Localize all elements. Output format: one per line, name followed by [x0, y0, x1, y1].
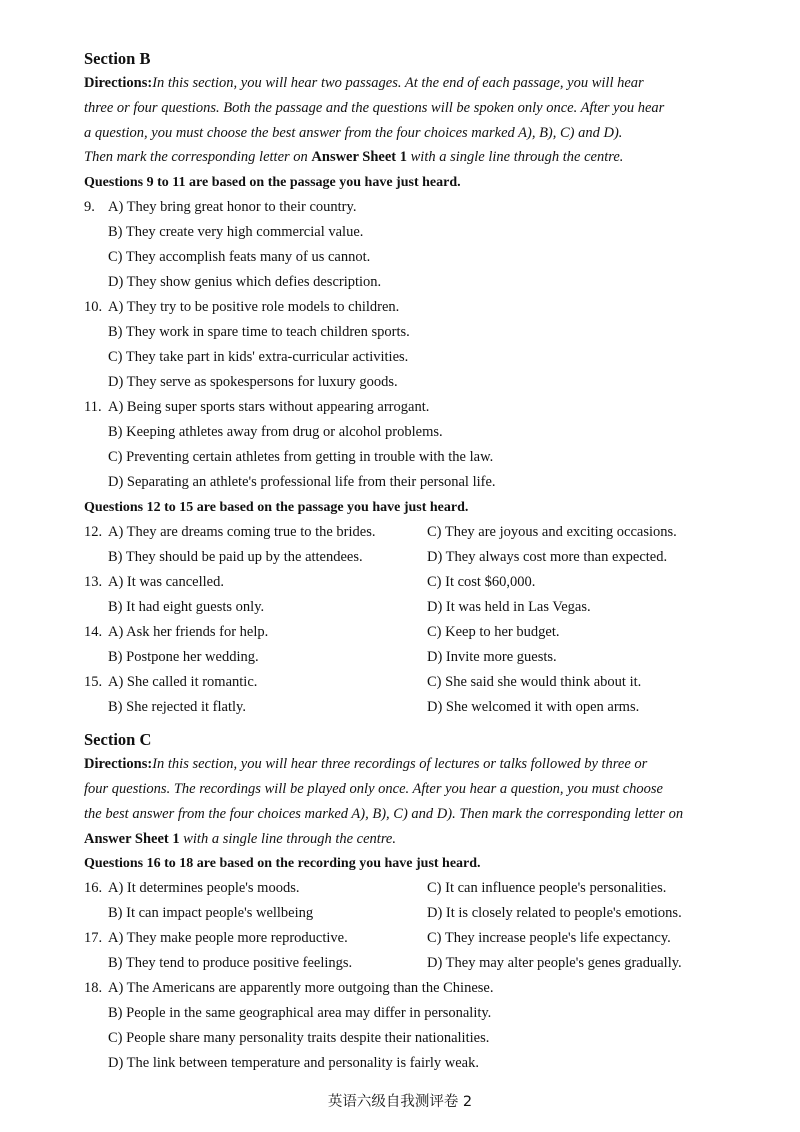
option-a[interactable]: A) It determines people's moods. — [108, 880, 300, 897]
option-b[interactable]: B) They should be paid up by the attendees. — [108, 549, 363, 566]
question-number: 17. — [84, 930, 103, 947]
question-row — [84, 1051, 744, 1076]
option-d[interactable]: D) It is closely related to people's emotions. — [427, 905, 682, 922]
question-row — [84, 320, 744, 345]
question-row — [84, 620, 744, 645]
question-number: 12. — [84, 524, 103, 541]
question-row — [84, 195, 744, 220]
directions-end: with a single line through the centre. — [183, 830, 396, 847]
answer-sheet-ref: Answer Sheet 1 — [311, 149, 407, 166]
directions-label: Directions: — [84, 75, 153, 91]
option-b[interactable]: B) People in the same geographical area may differ in personality. — [108, 1005, 492, 1022]
section-c — [84, 728, 744, 1076]
option-c[interactable]: C) Preventing certain athletes from getting in trouble with the law. — [108, 449, 494, 466]
question-15 — [84, 670, 744, 720]
option-b[interactable]: B) It can impact people's wellbeing — [108, 905, 314, 922]
question-12 — [84, 520, 744, 570]
question-row — [84, 420, 744, 445]
question-row — [84, 570, 744, 595]
question-row — [84, 270, 744, 295]
question-9 — [84, 195, 744, 295]
directions-label: Directions: — [84, 756, 153, 773]
option-d[interactable]: D) They always cost more than expected. — [427, 549, 668, 566]
answer-sheet-ref: Answer Sheet 1 — [84, 830, 180, 847]
option-b[interactable]: B) They create very high commercial value. — [108, 224, 364, 241]
question-row — [84, 345, 744, 370]
question-row — [84, 520, 744, 545]
option-c[interactable]: C) She said she would think about it. — [427, 674, 642, 691]
option-c[interactable]: C) They are joyous and exciting occasions. — [427, 524, 677, 541]
question-row — [84, 876, 744, 901]
option-b[interactable]: B) Keeping athletes away from drug or alcohol problems. — [108, 424, 443, 441]
group-head-9-11: Questions 9 to 11 are based on the passage you have just heard. — [84, 175, 461, 191]
question-row — [84, 245, 744, 270]
option-a[interactable]: A) She called it romantic. — [108, 674, 258, 691]
option-c[interactable]: C) They increase people's life expectancy. — [427, 930, 671, 947]
section-c-directions — [84, 752, 744, 851]
option-d[interactable]: D) It was held in Las Vegas. — [427, 599, 591, 616]
question-number: 15. — [84, 674, 103, 691]
question-row — [84, 1026, 744, 1051]
option-a[interactable]: A) Being super sports stars without appearing arrogant. — [108, 399, 430, 416]
question-number: 18. — [84, 980, 103, 997]
option-c[interactable]: C) They accomplish feats many of us cannot. — [108, 249, 371, 266]
option-c[interactable]: C) It cost $60,000. — [427, 574, 536, 591]
option-d[interactable]: D) They serve as spokespersons for luxury goods. — [108, 374, 398, 391]
option-a[interactable]: A) They try to be positive role models to children. — [108, 299, 400, 316]
section-b-title: Section B — [84, 49, 151, 68]
option-c[interactable]: C) It can influence people's personalities. — [427, 880, 667, 897]
option-b[interactable]: B) Postpone her wedding. — [108, 649, 259, 666]
question-number: 13. — [84, 574, 103, 591]
directions-line-3: a question, you must choose the best answer from the four choices marked A), B), C) and D). — [84, 124, 623, 141]
group-head-12-15: Questions 12 to 15 are based on the passage you have just heard. — [84, 500, 469, 516]
option-d[interactable]: D) They may alter people's genes gradually. — [427, 955, 682, 972]
directions-line-3: the best answer from the four choices marked A), B), C) and D). Then mark the corresponding letter on — [84, 805, 684, 822]
question-row — [84, 695, 744, 720]
directions-line-2: four questions. The recordings will be played only once. After you hear a question, you must choose — [84, 780, 663, 797]
option-d[interactable]: D) The link between temperature and personality is fairly weak. — [108, 1055, 479, 1072]
question-row — [84, 370, 744, 395]
question-10 — [84, 295, 744, 395]
page-footer: 英语六级自我测评卷 2 — [327, 1094, 473, 1110]
question-11 — [84, 395, 744, 495]
question-17 — [84, 926, 744, 976]
option-a[interactable]: A) They are dreams coming true to the brides. — [108, 524, 376, 541]
question-row — [84, 470, 744, 495]
question-row — [84, 295, 744, 320]
question-row — [84, 976, 744, 1001]
option-b[interactable]: B) They work in spare time to teach children sports. — [108, 324, 410, 341]
question-row — [84, 445, 744, 470]
question-row — [84, 395, 744, 420]
question-row — [84, 545, 744, 570]
option-c[interactable]: C) Keep to her budget. — [427, 624, 560, 641]
option-c[interactable]: C) They take part in kids' extra-curricular activities. — [108, 349, 409, 366]
question-row — [84, 220, 744, 245]
group-head-16-18: Questions 16 to 18 are based on the recording you have just heard. — [84, 856, 481, 872]
option-a[interactable]: A) Ask her friends for help. — [108, 624, 269, 641]
question-row — [84, 1001, 744, 1026]
section-c-title: Section C — [84, 730, 152, 750]
option-b[interactable]: B) They tend to produce positive feelings. — [108, 955, 353, 972]
question-row — [84, 670, 744, 695]
question-number: 9. — [84, 199, 95, 216]
option-a[interactable]: A) They make people more reproductive. — [108, 930, 348, 947]
option-b[interactable]: B) It had eight guests only. — [108, 599, 265, 616]
question-number: 16. — [84, 880, 103, 897]
option-a[interactable]: A) It was cancelled. — [108, 574, 224, 591]
option-d[interactable]: D) She welcomed it with open arms. — [427, 699, 640, 716]
question-16 — [84, 876, 744, 926]
option-d[interactable]: D) They show genius which defies description. — [108, 274, 382, 291]
option-a[interactable]: A) They bring great honor to their country. — [108, 199, 357, 216]
option-a[interactable]: A) The Americans are apparently more outgoing than the Chinese. — [108, 980, 494, 997]
directions-line-2: three or four questions. Both the passage and the questions will be spoken only once. After you hear — [84, 99, 665, 116]
option-d[interactable]: D) Invite more guests. — [427, 649, 557, 666]
question-row — [84, 926, 744, 951]
option-c[interactable]: C) People share many personality traits despite their nationalities. — [108, 1030, 490, 1047]
question-13 — [84, 570, 744, 620]
section-b-directions — [84, 71, 744, 170]
question-row — [84, 951, 744, 976]
question-14 — [84, 620, 744, 670]
directions-line-4: Then mark the corresponding letter on — [84, 149, 308, 166]
directions-line-1: In this section, you will hear two passages. At the end of each passage, you will hear — [152, 75, 644, 91]
question-row — [84, 645, 744, 670]
option-b[interactable]: B) She rejected it flatly. — [108, 699, 246, 716]
section-b — [84, 47, 744, 720]
question-number: 10. — [84, 299, 103, 316]
question-number: 11. — [84, 399, 102, 416]
question-number: 14. — [84, 624, 103, 641]
directions-end: with a single line through the centre. — [410, 149, 624, 166]
question-row — [84, 595, 744, 620]
exam-page — [84, 47, 744, 1076]
directions-line-1: In this section, you will hear three recordings of lectures or talks followed by three or — [152, 756, 648, 773]
question-18 — [84, 976, 744, 1076]
option-d[interactable]: D) Separating an athlete's professional life from their personal life. — [108, 474, 496, 491]
question-row — [84, 901, 744, 926]
